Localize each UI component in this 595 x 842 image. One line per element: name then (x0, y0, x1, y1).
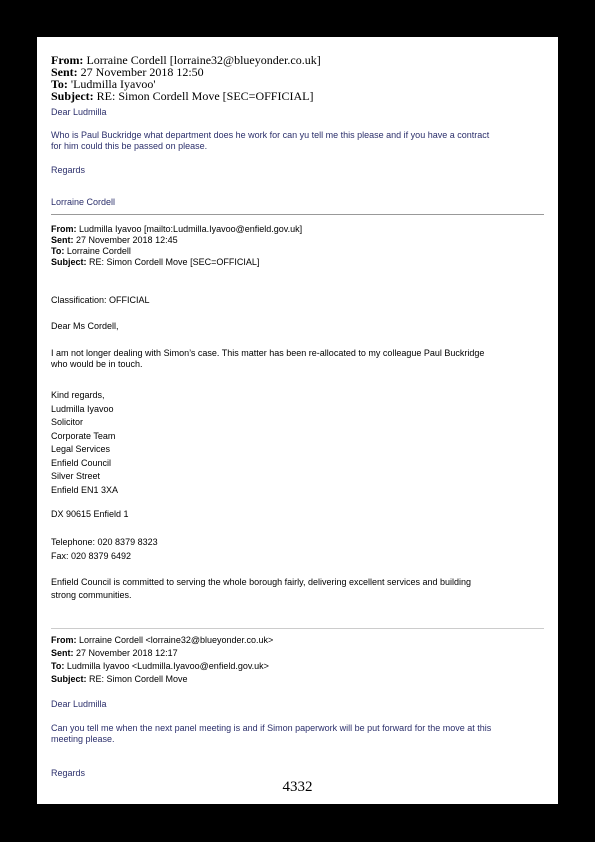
message-1-body: Who is Paul Buckridge what department does he work for can yu tell me this please and if you have a contract for him could this be passed on please. (51, 130, 490, 151)
subject-line: Subject: RE: Simon Cordell Move [SEC=OFFICIAL] (51, 257, 260, 267)
message-3-body: Can you tell me when the next panel meeting is and if Simon paperwork will be put forward for the move at this meeting please. (51, 723, 492, 744)
page-number: 4332 (282, 779, 313, 795)
message-1-signature: Lorraine Cordell (51, 197, 116, 207)
message-2-greeting: Dear Ms Cordell, (51, 321, 119, 331)
message-1-greeting: Dear Ludmilla (51, 107, 107, 117)
to-line: To: 'Ludmilla Iyavoo' (51, 77, 156, 91)
message-2-body: I am not longer dealing with Simon’s case. This matter has been re-allocated to my colleague Paul Buckridge who would be in touch. (51, 348, 485, 369)
sent-line: Sent: 27 November 2018 12:50 (51, 65, 204, 79)
subject-line: Subject: RE: Simon Cordell Move (51, 674, 188, 684)
document-page (37, 37, 558, 804)
separator-1 (51, 214, 544, 215)
to-line: To: Ludmilla Iyavoo <Ludmilla.Iyavoo@enfield.gov.uk> (51, 661, 269, 671)
sent-line: Sent: 27 November 2018 12:45 (51, 235, 178, 245)
email-header-3 (51, 634, 544, 686)
to-line: To: Lorraine Cordell (51, 246, 131, 256)
subject-line: Subject: RE: Simon Cordell Move [SEC=OFFICIAL] (51, 89, 314, 103)
council-footer: Enfield Council is committed to serving the whole borough fairly, delivering excellent services and building strong communities. (51, 577, 472, 600)
message-3-greeting: Dear Ludmilla (51, 699, 107, 709)
dx-line: DX 90615 Enfield 1 (51, 509, 129, 519)
from-line: From: Lorraine Cordell [lorraine32@blueyonder.co.uk] (51, 53, 321, 67)
from-line: From: Ludmilla Iyavoo [mailto:Ludmilla.Iyavoo@enfield.gov.uk] (51, 224, 303, 234)
sent-line: Sent: 27 November 2018 12:17 (51, 648, 178, 658)
from-line: From: Lorraine Cordell <lorraine32@blueyonder.co.uk> (51, 635, 274, 645)
classification: Classification: OFFICIAL (51, 295, 150, 305)
email-header-1 (51, 54, 544, 102)
message-3-regards: Regards (51, 768, 86, 778)
contact-numbers: Telephone: 020 8379 8323 Fax: 020 8379 6492 (51, 537, 158, 561)
signature-block: Kind regards, Ludmilla Iyavoo Solicitor Corporate Team Legal Services Enfield Council Silver Street Enfield EN1 3XA (51, 390, 119, 495)
email-header-2 (51, 224, 544, 268)
separator-2 (51, 628, 544, 629)
message-1-regards: Regards (51, 165, 86, 175)
